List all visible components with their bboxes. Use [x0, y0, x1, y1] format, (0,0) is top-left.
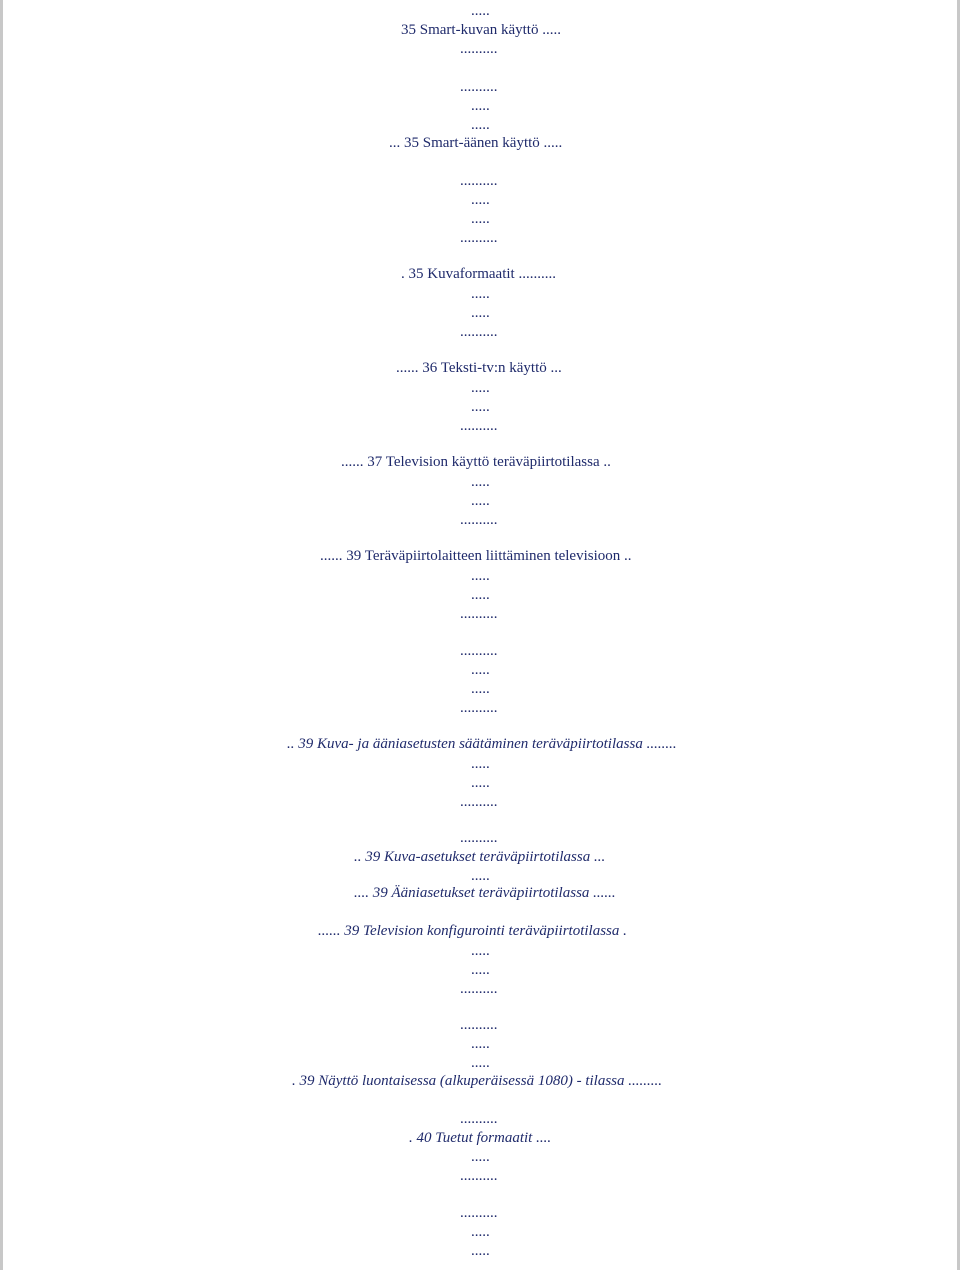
toc-entry-television-kaytto[interactable]: ...... 37 Television käyttö teräväpiirtotilassa ..	[341, 454, 611, 470]
toc-dots: .....	[471, 868, 490, 884]
toc-dots: ..........	[460, 418, 498, 434]
toc-dots: ..........	[460, 606, 498, 622]
toc-dots: .....	[471, 380, 490, 396]
toc-dots: .....	[471, 662, 490, 678]
toc-dots: ..........	[460, 1017, 498, 1033]
toc-dots: .....	[471, 192, 490, 208]
toc-entry-teravapiirtolaitteen-liittaminen[interactable]: ...... 39 Teräväpiirtolaitteen liittäminen televisioon ..	[320, 548, 632, 564]
toc-dots: .....	[471, 568, 490, 584]
toc-entry-tuetut-formaatit[interactable]: . 40 Tuetut formaatit ....	[409, 1130, 552, 1146]
toc-entry-smart-kuva[interactable]: 35 Smart-kuvan käyttö .....	[401, 22, 561, 38]
toc-dots: ..........	[460, 324, 498, 340]
toc-dots: .....	[471, 1149, 490, 1165]
toc-dots: .....	[471, 1243, 490, 1259]
toc-dots: .....	[471, 305, 490, 321]
toc-dots: .....	[471, 98, 490, 114]
toc-dots: ..........	[460, 830, 498, 846]
toc-dots: ..........	[460, 230, 498, 246]
toc-dots: .....	[471, 286, 490, 302]
toc-entry-naytto-luontaisessa-tilassa[interactable]: . 39 Näyttö luontaisessa (alkuperäisessä 1080) - tilassa .........	[292, 1073, 662, 1089]
toc-dots: .....	[471, 493, 490, 509]
toc-entry-teksti-tv[interactable]: ...... 36 Teksti-tv:n käyttö ...	[396, 360, 562, 376]
toc-dots: ..........	[460, 1168, 498, 1184]
toc-dots: .....	[471, 1224, 490, 1240]
toc-dots: .....	[471, 117, 490, 133]
toc-dots: ..........	[460, 173, 498, 189]
toc-dots: .....	[471, 943, 490, 959]
toc-dots: .....	[471, 962, 490, 978]
toc-dots: ..........	[460, 1111, 498, 1127]
toc-entry-kuva-ja-aaniasetusten-saataminen[interactable]: .. 39 Kuva- ja ääniasetusten säätäminen teräväpiirtotilassa ........	[287, 736, 677, 752]
toc-dots: .....	[471, 1055, 490, 1071]
toc-dots: .....	[471, 775, 490, 791]
toc-dots: ..........	[460, 79, 498, 95]
toc-dots: ..........	[460, 512, 498, 528]
toc-dots: ..........	[460, 41, 498, 57]
toc-dots: .....	[471, 681, 490, 697]
toc-dots: .....	[471, 756, 490, 772]
toc-dots: ..........	[460, 643, 498, 659]
toc-entry-aaniasetukset[interactable]: .... 39 Ääniasetukset teräväpiirtotilassa ......	[354, 885, 616, 901]
toc-dots: .....	[471, 1036, 490, 1052]
toc-entry-kuva-asetukset[interactable]: .. 39 Kuva-asetukset teräväpiirtotilassa ...	[354, 849, 606, 865]
toc-dots: ..........	[460, 794, 498, 810]
toc-dots: ..........	[460, 981, 498, 997]
toc-entry-kuvaformaatit[interactable]: . 35 Kuvaformaatit ..........	[401, 266, 556, 282]
toc-dots: .....	[471, 211, 490, 227]
toc-entry-smart-aani[interactable]: ... 35 Smart-äänen käyttö .....	[389, 135, 563, 151]
toc-dots: .....	[471, 399, 490, 415]
toc-dots: .....	[471, 3, 490, 19]
toc-entry-television-konfigurointi[interactable]: ...... 39 Television konfigurointi teräväpiirtotilassa .	[318, 923, 627, 939]
toc-dots: .....	[471, 474, 490, 490]
toc-dots: ..........	[460, 700, 498, 716]
toc-dots: ..........	[460, 1205, 498, 1221]
toc-dots: .....	[471, 587, 490, 603]
